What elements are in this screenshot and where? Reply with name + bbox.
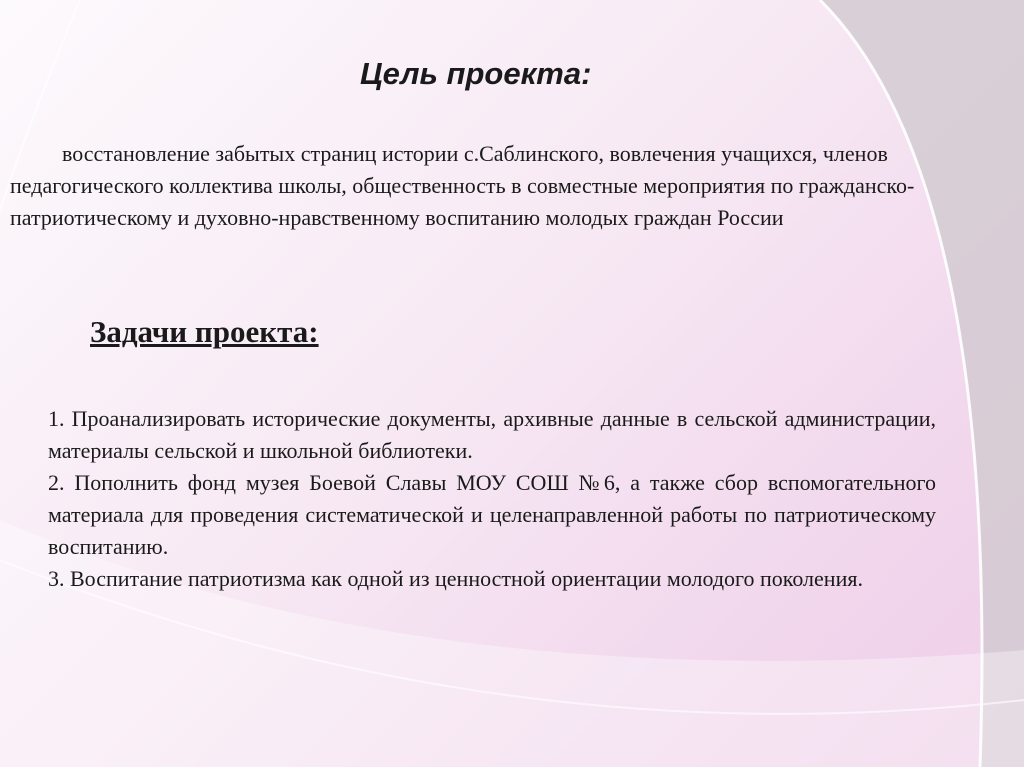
task-item: 2. Пополнить фонд музея Боевой Славы МОУ СОШ №6, а также сбор вспомогательного материала для проведения систематической и целенаправленной работы по патриотическому воспитанию.	[48, 470, 936, 559]
tasks-list	[48, 403, 936, 595]
tasks-title: Задачи проекта:	[90, 314, 319, 349]
right-gray-band	[820, 0, 1024, 767]
task-item: 1. Проанализировать исторические документы, архивные данные в сельской администрации, материалы сельской и школьной библиотеки.	[48, 406, 936, 463]
goal-title: Цель проекта:	[360, 56, 592, 91]
goal-text: восстановление забытых страниц истории с.Саблинского, вовлечения учащихся, членов педагогического коллектива школы, общественность в совместные мероприятия по гражданско-патриотическому и духовно-нравственному воспитанию молодых граждан России	[10, 141, 915, 230]
task-item: 3. Воспитание патриотизма как одной из ценностной ориентации молодого поколения.	[48, 566, 863, 591]
